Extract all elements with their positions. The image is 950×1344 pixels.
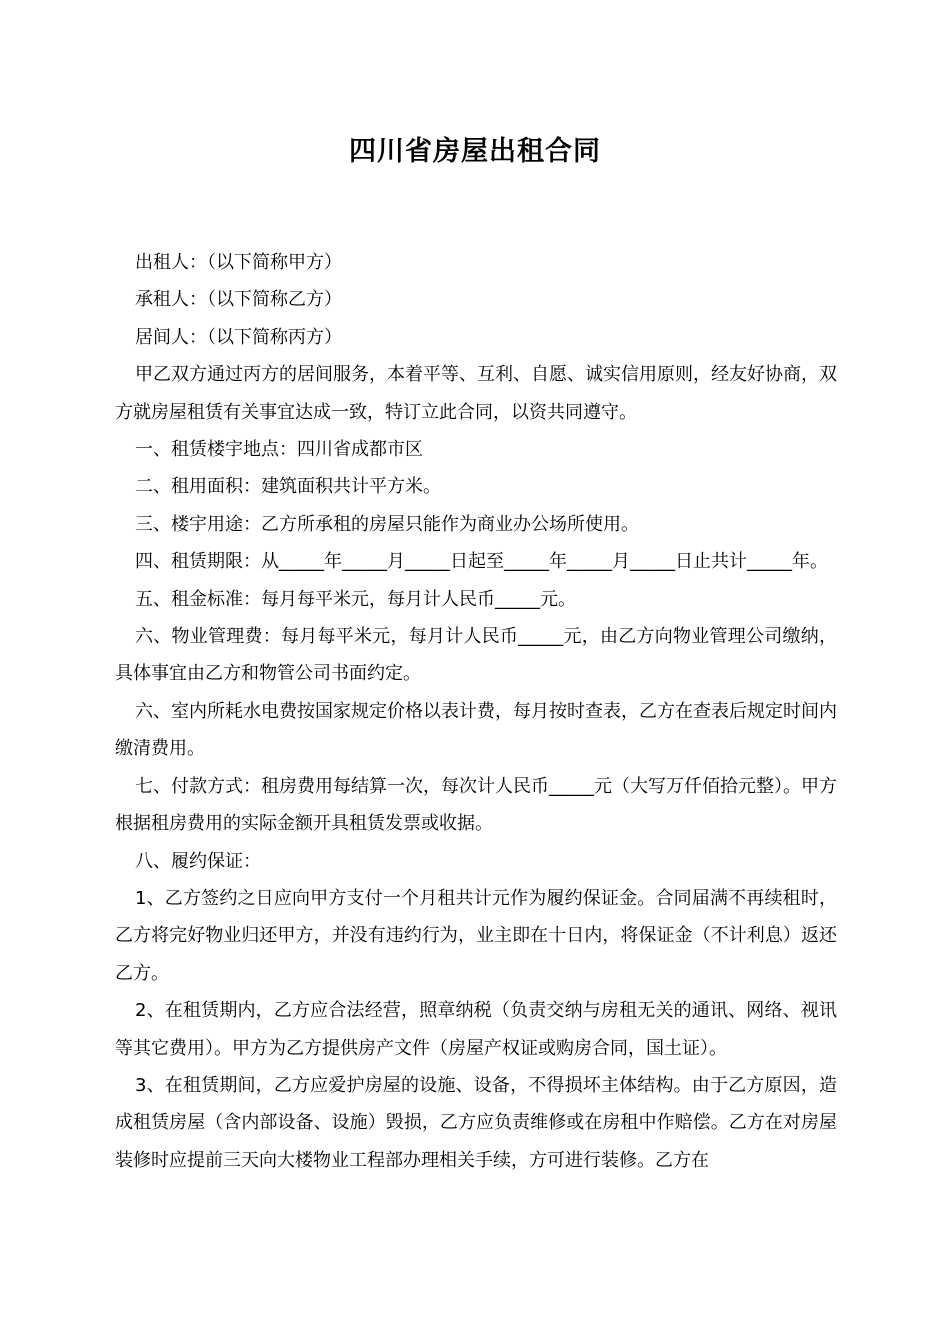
clause-property-fee: 六、物业管理费：每月每平米元，每月计人民币_____元，由乙方向物业管理公司缴纳，具体事宜由乙方和物管公司书面约定。 (115, 626, 837, 685)
contract-body (115, 244, 837, 1179)
clause-rent: 五、租金标准：每月每平米元，每月计人民币_____元。 (135, 588, 576, 610)
clause-term: 四、租赁期限：从_____年_____月_____日起至_____年_____月_____日止共计_____年。 (135, 551, 828, 573)
intermediary-line: 居间人：（以下简称丙方） (135, 326, 342, 348)
clause-payment: 七、付款方式：租房费用每结算一次，每次计人民币_____元（大写万仟佰拾元整）。甲方根据租房费用的实际金额开具租赁发票或收据。 (115, 775, 837, 835)
guarantee-item-1: 1、乙方签约之日应向甲方支付一个月租共计元作为履约保证金。合同届满不再续租时，乙方将完好物业归还甲方，并没有违约行为，业主即在十日内，将保证金（不计利息）返还乙方。 (115, 887, 837, 984)
document-title: 四川省房屋出租合同 (349, 136, 601, 167)
lessor-line: 出租人：（以下简称甲方） (135, 252, 342, 273)
clause-location: 一、租赁楼宇地点：四川省成都市区 (135, 439, 423, 461)
guarantee-item-2: 2、在租赁期内，乙方应合法经营，照章纳税（负责交纳与房租无关的通讯、网络、视讯等其它费用）。甲方为乙方提供房产文件（房屋产权证或购房合同，国土证）。 (115, 1000, 837, 1059)
preamble-paragraph: 甲乙双方通过丙方的居间服务，本着平等、互利、自愿、诚实信用原则，经友好协商，双方就房屋租赁有关事宜达成一致，特订立此合同，以资共同遵守。 (115, 364, 837, 423)
lessee-line: 承租人：（以下简称乙方） (135, 289, 342, 311)
clause-area: 二、租用面积：建筑面积共计平方米。 (135, 476, 441, 498)
clause-utilities: 六、室内所耗水电费按国家规定价格以表计费，每月按时查表，乙方在查表后规定时间内缴清费用。 (115, 700, 837, 760)
clause-usage: 三、楼宇用途：乙方所承租的房屋只能作为商业办公场所使用。 (135, 513, 639, 535)
clause-guarantee-heading: 八、履约保证： (135, 850, 261, 872)
guarantee-item-3: 3、在租赁期间，乙方应爱护房屋的设施、设备，不得损坏主体结构。由于乙方原因，造成租赁房屋（含内部设备、设施）毁损，乙方应负责维修或在房租中作赔偿。乙方在对房屋装修时应提前三天向大楼物业工程部办理相关手续，方可进行装修。乙方在 (115, 1074, 837, 1171)
